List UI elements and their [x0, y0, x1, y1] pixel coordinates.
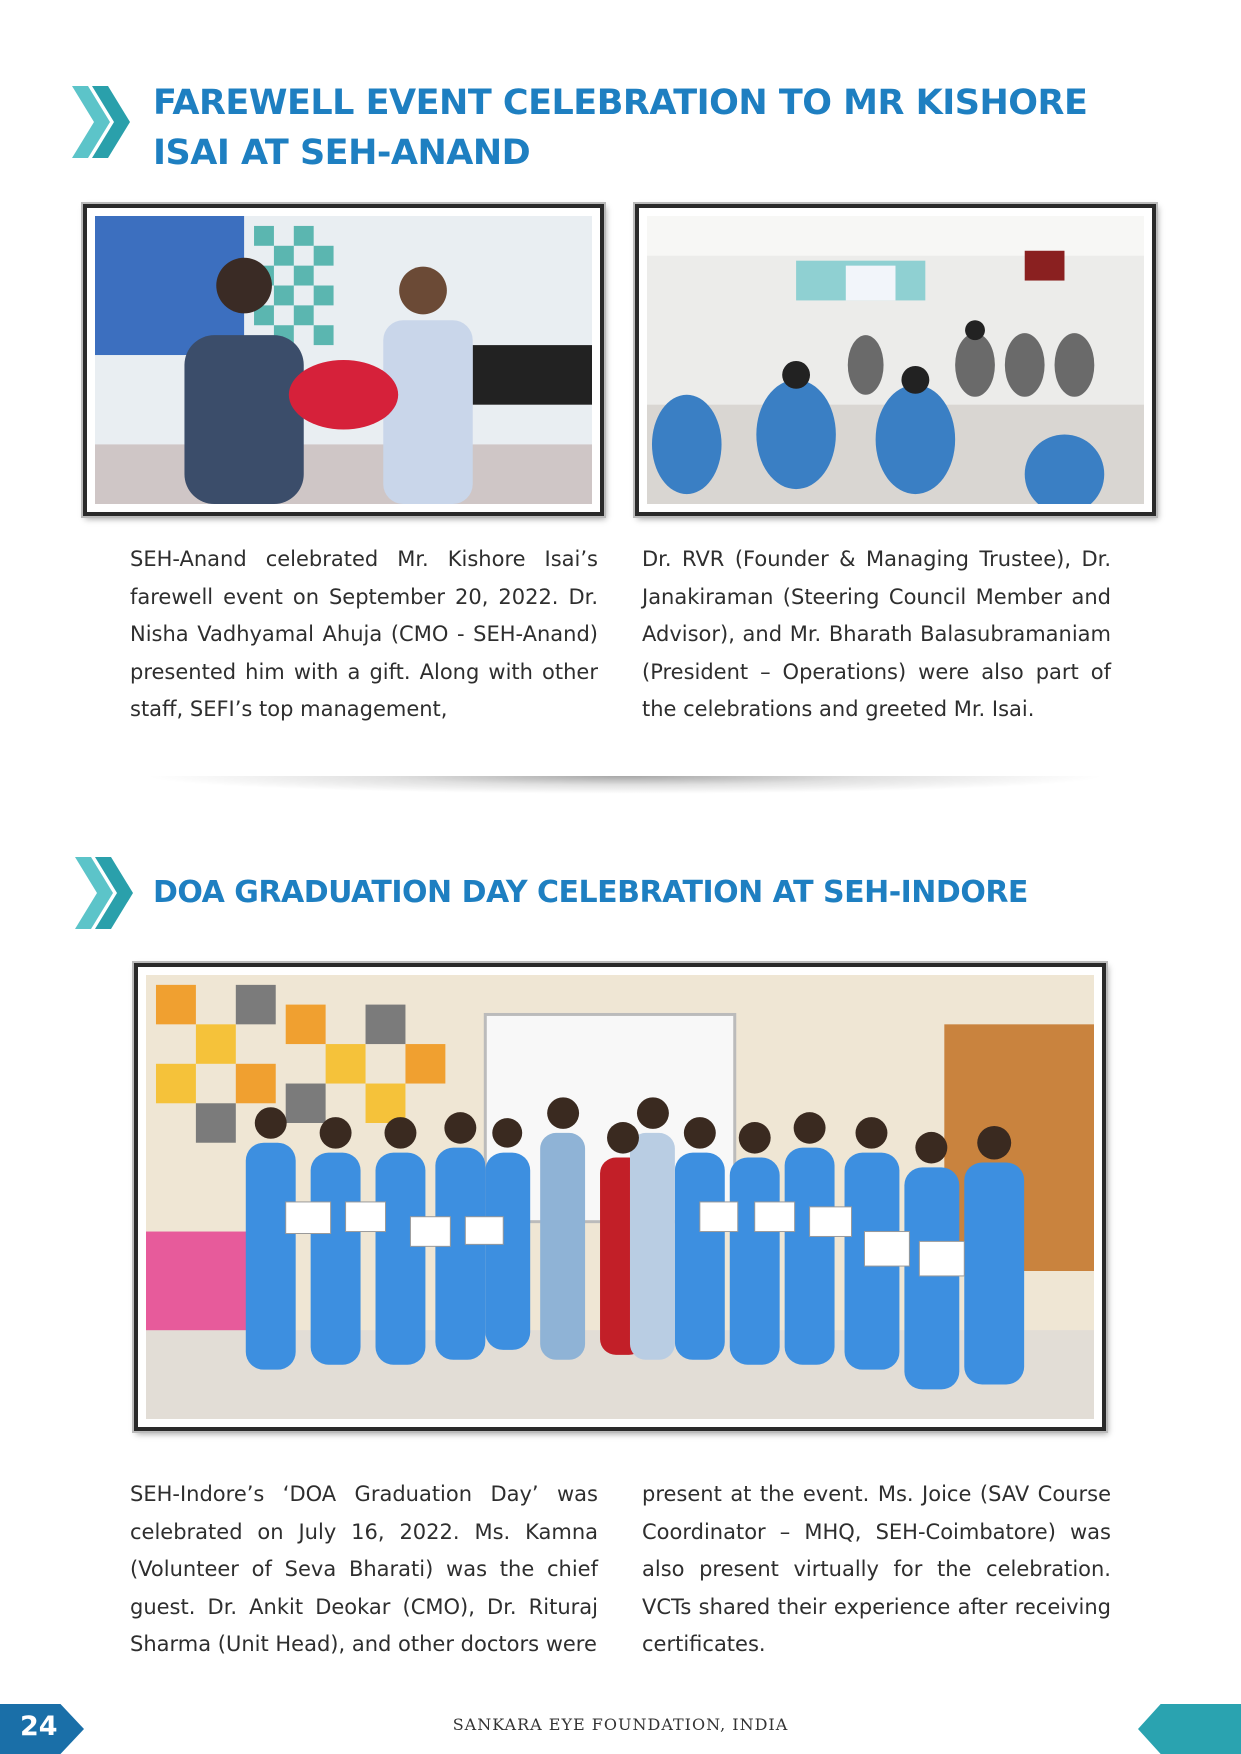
photo-graduation-group [134, 963, 1106, 1431]
section-title-graduation: DOA GRADUATION DAY CELEBRATION AT SEH-INDORE [153, 875, 1028, 910]
paragraph-graduation-right: present at the event. Ms. Joice (SAV Course Coordinator – MHQ, SEH-Coimbatore) was also present virtually for the celebration. VCTs shared their experience after receiving certificates. [642, 1482, 1111, 1656]
photo-audience [635, 204, 1156, 516]
footer-organization: SANKARA EYE FOUNDATION, INDIA [452, 1715, 789, 1734]
photo-gift-presentation [83, 204, 604, 516]
paragraph-graduation-left: SEH-Indore’s ‘DOA Graduation Day’ was celebrated on July 16, 2022. Ms. Kamna (Volunteer of Seva Bharati) was the chief guest. Dr. Ankit Deokar (CMO), Dr. Rituraj Sharma (Unit Head), and other doctors were [130, 1482, 598, 1656]
double-chevron-icon [72, 86, 132, 158]
section-title-farewell: FAREWELL EVENT CELEBRATION TO MR KISHORE ISAI AT SEH-ANAND [153, 83, 1088, 173]
page-number: 24 [20, 1711, 58, 1742]
paragraph-farewell-left: SEH-Anand celebrated Mr. Kishore Isai’s farewell event on September 20, 2022. Dr. Nisha Vadhyamal Ahuja (CMO - SEH-Anand) presented him with a gift. Along with other staff, SEFI’s top management, [130, 547, 598, 721]
double-chevron-icon [75, 857, 135, 929]
section-divider [142, 776, 1108, 794]
paragraph-farewell-right: Dr. RVR (Founder & Managing Trustee), Dr. Janakiraman (Steering Council Member and Advisor), and Mr. Bharath Balasubramaniam (President – Operations) were also part of the celebrations and greeted Mr. Isai. [642, 547, 1111, 721]
footer-right-tab [1138, 1704, 1241, 1754]
